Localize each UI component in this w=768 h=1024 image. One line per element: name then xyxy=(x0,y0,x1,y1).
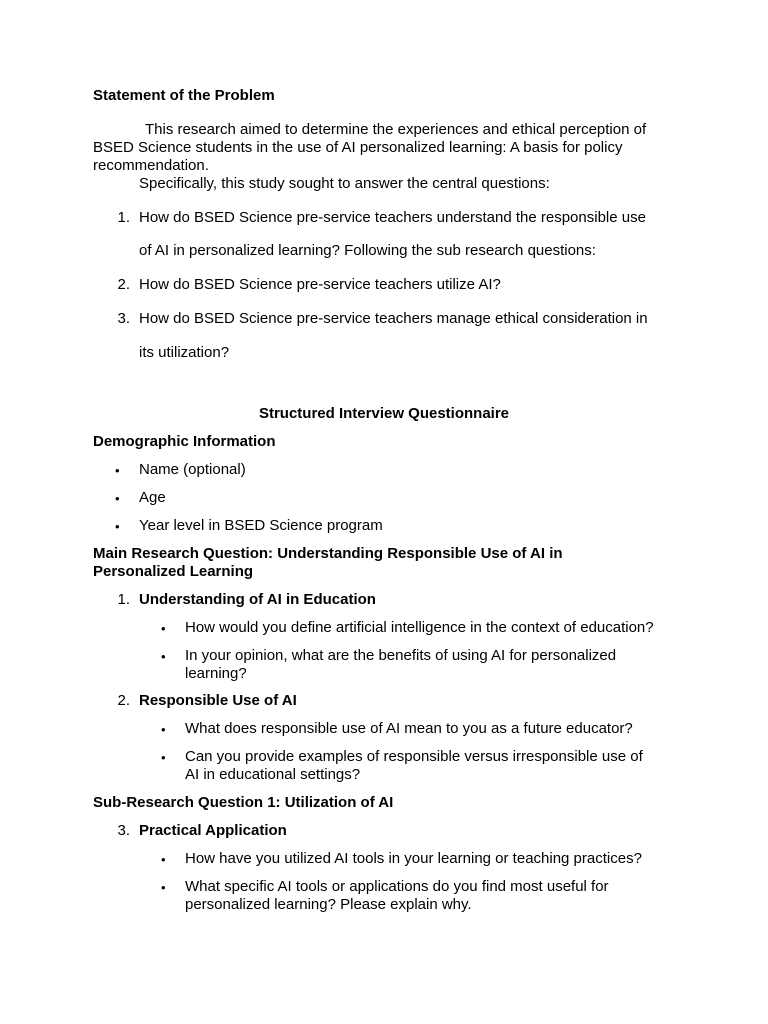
interview-question: How would you define artificial intelligence in the context of education? xyxy=(185,619,654,636)
section-title: Practical Application xyxy=(139,822,287,839)
interview-question: personalized learning? Please explain why. xyxy=(185,896,472,913)
bullet-icon: • xyxy=(161,852,166,867)
bullet-icon: • xyxy=(161,880,166,895)
specifically-line: Specifically, this study sought to answer the central questions: xyxy=(139,175,550,192)
demographic-item: Age xyxy=(139,489,166,506)
demographic-item: Name (optional) xyxy=(139,461,246,478)
intro-paragraph-line: BSED Science students in the use of AI personalized learning: A basis for policy xyxy=(93,139,623,156)
question-text: How do BSED Science pre-service teachers utilize AI? xyxy=(139,276,501,293)
main-question-heading: Main Research Question: Understanding Responsible Use of AI in xyxy=(93,545,563,562)
question-text: How do BSED Science pre-service teachers understand the responsible use xyxy=(139,209,646,226)
bullet-icon: • xyxy=(115,463,120,478)
bullet-icon: • xyxy=(115,519,120,534)
section-heading-statement: Statement of the Problem xyxy=(93,87,275,104)
demographic-heading: Demographic Information xyxy=(93,433,276,450)
question-text: its utilization? xyxy=(139,344,230,361)
section-number: 1. xyxy=(117,591,130,608)
section-number: 3. xyxy=(117,822,130,839)
question-number: 2. xyxy=(117,276,130,293)
interview-question: AI in educational settings? xyxy=(185,766,361,783)
questionnaire-title: Structured Interview Questionnaire xyxy=(258,405,510,422)
question-number: 1. xyxy=(117,209,130,226)
main-question-heading: Personalized Learning xyxy=(93,563,254,580)
bullet-icon: • xyxy=(161,621,166,636)
interview-question: Can you provide examples of responsible versus irresponsible use of xyxy=(185,748,643,765)
section-title: Responsible Use of AI xyxy=(139,692,297,709)
section-title: Understanding of AI in Education xyxy=(139,591,376,608)
bullet-icon: • xyxy=(115,491,120,506)
bullet-icon: • xyxy=(161,750,166,765)
demographic-item: Year level in BSED Science program xyxy=(139,517,383,534)
intro-paragraph-line: This research aimed to determine the experiences and ethical perception of xyxy=(145,121,647,138)
interview-question: What does responsible use of AI mean to you as a future educator? xyxy=(185,720,633,737)
section-number: 2. xyxy=(117,692,130,709)
bullet-icon: • xyxy=(161,649,166,664)
question-text: of AI in personalized learning? Following the sub research questions: xyxy=(139,242,596,259)
interview-question: How have you utilized AI tools in your learning or teaching practices? xyxy=(185,850,642,867)
question-number: 3. xyxy=(117,310,130,327)
interview-question: What specific AI tools or applications do you find most useful for xyxy=(185,878,609,895)
question-text: How do BSED Science pre-service teachers manage ethical consideration in xyxy=(139,310,648,327)
interview-question: In your opinion, what are the benefits of using AI for personalized xyxy=(185,647,617,664)
intro-paragraph-line: recommendation. xyxy=(93,157,209,174)
interview-question: learning? xyxy=(185,665,247,682)
sub-question-heading: Sub-Research Question 1: Utilization of AI xyxy=(93,794,394,811)
bullet-icon: • xyxy=(161,722,166,737)
